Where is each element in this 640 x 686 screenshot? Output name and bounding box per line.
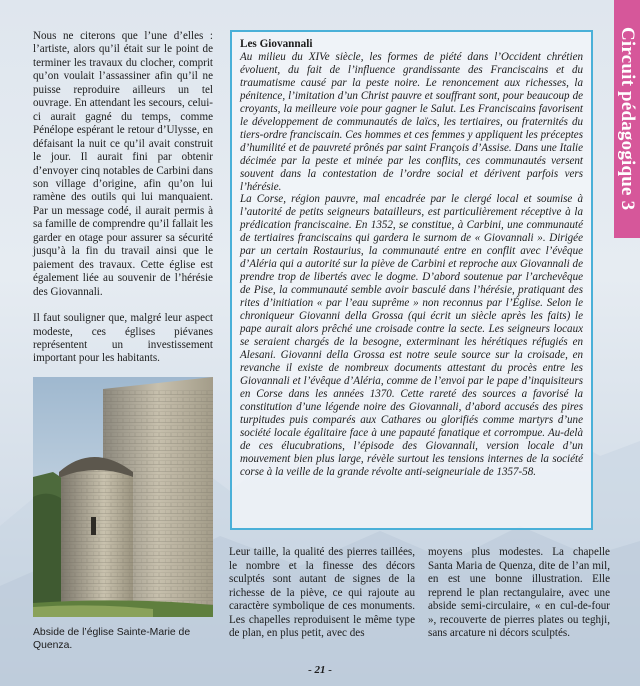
page-number: - 21 - <box>308 664 332 676</box>
left-column <box>33 30 213 366</box>
box-title: Les Giovannali <box>240 38 313 50</box>
middle-column <box>229 546 415 641</box>
section-tab <box>614 0 640 238</box>
left-paragraph: Il faut souligner que, malgré leur aspect modeste, ces églises piévanes représentent un investissement important pour les habitants. <box>33 312 213 365</box>
box-paragraph: Au milieu du XIVe siècle, les formes de piété dans l’Occident chrétien évoluent, du fait de l’influence grandissante des Franciscains et du traumatisme causé par la peste noire. Le renoncement aux richesses, la pénitence, l’imitation d’un Christ pauvre et souffrant sont, pour beaucoup de croyants, la meilleure voie pour gagner le Salut. Les Franciscains favorisent le développement de communautés de laïcs, les tertiaires, ou fraternités du tiers-ordre franciscain. Ces hommes et ces femmes y appliquent les préceptes d’humilité et de pauvreté prônés par saint François d’Assise. Dans une Italie décimée par la peste et minée par les conflits, ces communautés versent souvent dans la contestation de l’ordre social et dérivent parfois vers l’hérésie. <box>240 51 583 193</box>
left-paragraph: Nous ne citerons que l’une d’elles : l’artiste, alors qu’il était sur le point de terminer les travaux du clocher, comprit qu’on voulait l’assassiner afin qu’il ne puisse reproduire ailleurs un tel ouvrage. En attendant les secours, celui-ci aurait gagné du temps, comme Pénélope espérant le retour d’Ulysse, en défaisant la nuit ce qu’il avait construit le jour. Il aurait fini par obtenir d’envoyer cinq notables de Carbini dans son village d’origine, afin qu’on lui ramène des outils qui lui manquaient. Par un message codé, il aurait permis à sa famille de comprendre qu’il fallait les garder en otage pour assurer sa sécurité jusqu’à la fin du travail ainsi que le paiement des travaux. Cette église est également liée au souvenir de l’hérésie des Giovannali. <box>33 30 213 298</box>
church-apse-photo <box>33 377 213 617</box>
photo-caption: Abside de l’église Sainte-Marie de Quenza. <box>33 627 191 651</box>
right-column <box>428 546 610 641</box>
box-paragraph: La Corse, région pauvre, mal encadrée par le clergé local et soumise à l’autorité de petits seigneurs batailleurs, est particulièrement réceptive à la prédication franciscaine. En 1352, se constitue, à Carbini, une communauté de tertiaires franciscains qui gardera le surnom de « Giovannali ». Dirigée par un certain Rostaurius, la communauté entre en conflit avec l’évêque d’Aléria qui a autorité sur la piève de Carbini et reproche aux Giovannali de prendre trop de libertés avec le dogme. D’abord soutenue par l’archevêque de Pise, la communauté semble avoir basculé dans l’hérésie, pratiquant des rites d’initiation « par l’eau suprême » non reconnus par l’Église. Selon le chroniqueur Giovanni della Grossa (qui écrit un siècle après les faits) le pape aurait alors prêché une croisade contre la secte. Les seigneurs locaux se seraient chargés de la besogne, exterminant les hérétiques réfugiés en Alesani. Giovanni della Grossa est notre seule source sur la croisade, en revanche il existe de nombreux documents attestant du procès entre les Giovannali et l’évêque d’Aléria, comme de l’envoi par le pape d’inquisiteurs en Corse dans les années 1370. Cette rareté des sources a favorisé la constitution d’une légende noire des Giovannali, d’abord accusés des pires turpitudes puis comparés aux Cathares ou glorifiés comme martyrs d’une société locale égalitaire face à une papauté fanatique et corrompue. Au-delà de ces élucubrations, l’épisode des Giovannali, version locale d’un mouvement bien plus large, révèle surtout les tensions internes de la société corse à la veille de la grande révolte anti-seigneuriale de 1357-58. <box>240 193 583 478</box>
middle-paragraph: Leur taille, la qualité des pierres taillées, le nombre et la finesse des décors sculptés sont autant de signes de la richesse de la piève, ce qui rajoute au caractère symbolique de ces monuments. Les chapelles reproduisent le même type de plan, en plus petit, avec des <box>229 546 415 639</box>
section-tab-label: Circuit pédagogique 3 <box>617 27 638 211</box>
right-paragraph: moyens plus modestes. La chapelle Santa Maria de Quenza, dite de l’an mil, en est une bonne illustration. Elle reprend le plan rectangulaire, avec une abside semi-circulaire, « en cul-de-four », recouverte de pierres plates ou teghji, sans arcature ni décors sculptés. <box>428 546 610 639</box>
giovannali-box <box>230 30 593 530</box>
